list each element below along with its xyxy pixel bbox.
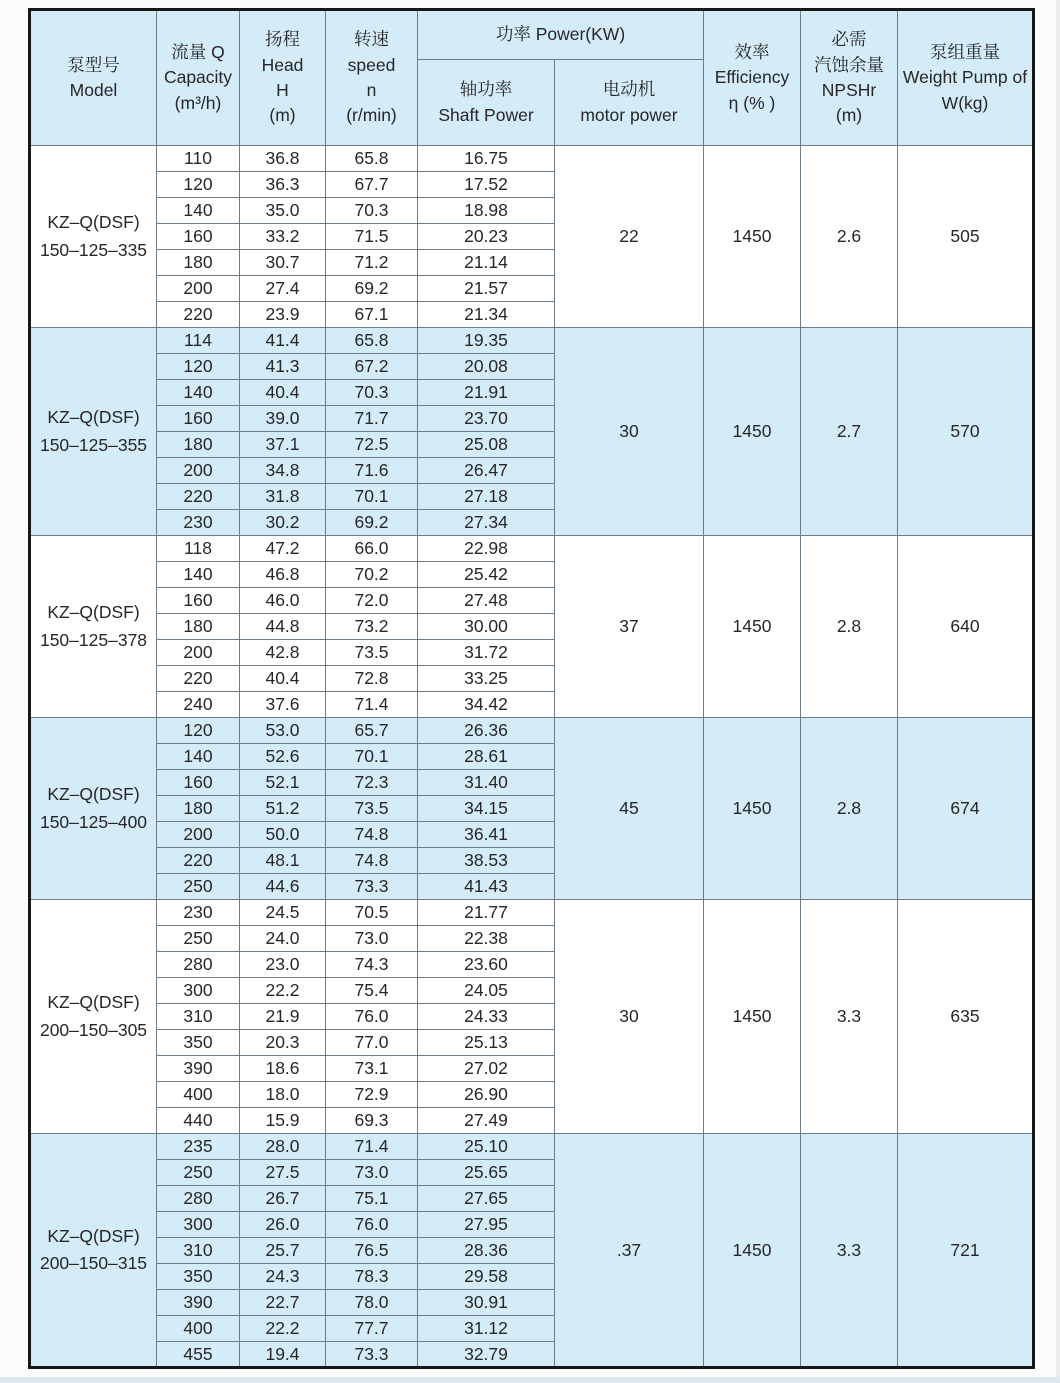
header-line: 150–125–355: [39, 434, 148, 455]
efficiency-cell: 1450: [704, 328, 801, 536]
speed-cell: 69.3: [326, 1108, 418, 1134]
shaft-power-cell: 27.34: [418, 510, 555, 536]
head-cell: 25.7: [240, 1238, 326, 1264]
shaft-power-cell: 21.57: [418, 276, 555, 302]
head-cell: 46.0: [240, 588, 326, 614]
header-line: KZ–Q(DSF): [47, 212, 140, 233]
head-cell: 47.2: [240, 536, 326, 562]
speed-cell: 71.6: [326, 458, 418, 484]
head-cell: 24.5: [240, 900, 326, 926]
header-line: n: [366, 80, 377, 100]
head-cell: 21.9: [240, 1004, 326, 1030]
speed-cell: 71.5: [326, 224, 418, 250]
header-line: Head: [261, 54, 304, 75]
shaft-power-cell: 23.70: [418, 406, 555, 432]
head-cell: 30.2: [240, 510, 326, 536]
head-cell: 20.3: [240, 1030, 326, 1056]
column-header-efficiency: [704, 10, 801, 146]
weight-cell: 570: [898, 328, 1034, 536]
speed-cell: 65.8: [326, 328, 418, 354]
speed-cell: 69.2: [326, 276, 418, 302]
speed-cell: 73.0: [326, 926, 418, 952]
shaft-power-cell: 31.40: [418, 770, 555, 796]
shaft-power-cell: 27.49: [418, 1108, 555, 1134]
weight-cell: 721: [898, 1134, 1034, 1368]
npshr-cell: 2.8: [801, 718, 898, 900]
head-cell: 33.2: [240, 224, 326, 250]
pump-spec-table-wrap: [28, 8, 1035, 1369]
capacity-cell: 350: [157, 1264, 240, 1290]
weight-cell: 640: [898, 536, 1034, 718]
head-cell: 36.8: [240, 146, 326, 172]
speed-cell: 65.8: [326, 146, 418, 172]
speed-cell: 73.2: [326, 614, 418, 640]
shaft-power-cell: 22.38: [418, 926, 555, 952]
speed-cell: 71.7: [326, 406, 418, 432]
shaft-power-cell: 25.65: [418, 1160, 555, 1186]
speed-cell: 72.8: [326, 666, 418, 692]
capacity-cell: 180: [157, 614, 240, 640]
head-cell: 41.4: [240, 328, 326, 354]
head-cell: 18.0: [240, 1082, 326, 1108]
model-cell: [30, 328, 157, 536]
header-line: 汽蚀余量: [814, 54, 884, 75]
shaft-power-cell: 25.10: [418, 1134, 555, 1160]
shaft-power-cell: 34.15: [418, 796, 555, 822]
speed-cell: 76.5: [326, 1238, 418, 1264]
shaft-power-cell: 27.48: [418, 588, 555, 614]
speed-cell: 72.0: [326, 588, 418, 614]
speed-cell: 72.5: [326, 432, 418, 458]
speed-cell: 78.3: [326, 1264, 418, 1290]
speed-cell: 69.2: [326, 510, 418, 536]
header-line: Shaft Power: [438, 104, 534, 125]
shaft-power-cell: 20.23: [418, 224, 555, 250]
head-cell: 27.5: [240, 1160, 326, 1186]
header-line: KZ–Q(DSF): [47, 602, 140, 623]
efficiency-cell: 1450: [704, 718, 801, 900]
capacity-cell: 140: [157, 562, 240, 588]
header-line: Model: [69, 80, 118, 100]
capacity-cell: 200: [157, 640, 240, 666]
header-line: Efficiency: [714, 67, 790, 88]
speed-cell: 76.0: [326, 1212, 418, 1238]
capacity-cell: 250: [157, 874, 240, 900]
shaft-power-cell: 27.95: [418, 1212, 555, 1238]
capacity-cell: 455: [157, 1342, 240, 1368]
speed-cell: 72.9: [326, 1082, 418, 1108]
capacity-cell: 280: [157, 952, 240, 978]
capacity-cell: 230: [157, 510, 240, 536]
capacity-cell: 250: [157, 1160, 240, 1186]
capacity-cell: 160: [157, 770, 240, 796]
motor-power-cell: 30: [555, 328, 704, 536]
npshr-cell: 3.3: [801, 1134, 898, 1368]
efficiency-cell: 1450: [704, 146, 801, 328]
speed-cell: 71.4: [326, 1134, 418, 1160]
speed-cell: 75.4: [326, 978, 418, 1004]
head-cell: 15.9: [240, 1108, 326, 1134]
header-line: 流量 Q: [171, 41, 225, 62]
speed-cell: 67.1: [326, 302, 418, 328]
header-line: 泵型号: [67, 54, 120, 75]
capacity-cell: 120: [157, 718, 240, 744]
table-row: [30, 328, 1034, 354]
header-line: 效率: [734, 41, 770, 62]
head-cell: 22.7: [240, 1290, 326, 1316]
npshr-cell: 3.3: [801, 900, 898, 1134]
speed-cell: 73.0: [326, 1160, 418, 1186]
head-cell: 52.6: [240, 744, 326, 770]
header-line: 转速: [354, 29, 389, 50]
header-line: KZ–Q(DSF): [47, 407, 140, 428]
shaft-power-cell: 26.36: [418, 718, 555, 744]
speed-cell: 74.8: [326, 848, 418, 874]
capacity-cell: 120: [157, 354, 240, 380]
header-line: NPSHr: [821, 80, 877, 100]
capacity-cell: 250: [157, 926, 240, 952]
shaft-power-cell: 30.00: [418, 614, 555, 640]
capacity-cell: 400: [157, 1316, 240, 1342]
speed-cell: 71.2: [326, 250, 418, 276]
header-line: (m³/h): [174, 92, 222, 113]
column-header-model: [30, 10, 157, 146]
head-cell: 35.0: [240, 198, 326, 224]
header-line: 扬程: [265, 29, 300, 50]
model-cell: [30, 900, 157, 1134]
speed-cell: 78.0: [326, 1290, 418, 1316]
header-line: 必需: [831, 29, 867, 50]
model-cell: [30, 1134, 157, 1368]
speed-cell: 73.3: [326, 874, 418, 900]
speed-cell: 72.3: [326, 770, 418, 796]
capacity-cell: 180: [157, 796, 240, 822]
header-line: 轴功率: [459, 79, 513, 100]
shaft-power-cell: 30.91: [418, 1290, 555, 1316]
shaft-power-cell: 38.53: [418, 848, 555, 874]
head-cell: 37.6: [240, 692, 326, 718]
speed-cell: 76.0: [326, 1004, 418, 1030]
head-cell: 26.7: [240, 1186, 326, 1212]
header-line: motor power: [580, 104, 678, 125]
shaft-power-cell: 18.98: [418, 198, 555, 224]
speed-cell: 73.5: [326, 796, 418, 822]
shaft-power-cell: 24.33: [418, 1004, 555, 1030]
motor-power-cell: 45: [555, 718, 704, 900]
shaft-power-cell: 27.18: [418, 484, 555, 510]
shaft-power-cell: 34.42: [418, 692, 555, 718]
header-line: KZ–Q(DSF): [47, 1225, 140, 1246]
head-cell: 28.0: [240, 1134, 326, 1160]
capacity-cell: 120: [157, 172, 240, 198]
shaft-power-cell: 21.14: [418, 250, 555, 276]
shaft-power-cell: 32.79: [418, 1342, 555, 1368]
header-line: speed: [347, 54, 396, 75]
table-row: [30, 718, 1034, 744]
column-header-shaft-power: [418, 60, 555, 146]
shaft-power-cell: 21.34: [418, 302, 555, 328]
pump-spec-table: [28, 8, 1035, 1369]
speed-cell: 71.4: [326, 692, 418, 718]
motor-power-cell: 30: [555, 900, 704, 1134]
header-line: 200–150–315: [39, 1253, 148, 1273]
speed-cell: 67.2: [326, 354, 418, 380]
motor-power-cell: 22: [555, 146, 704, 328]
shaft-power-cell: 16.75: [418, 146, 555, 172]
speed-cell: 70.1: [326, 744, 418, 770]
capacity-cell: 280: [157, 1186, 240, 1212]
column-header-weight: [898, 10, 1034, 146]
shaft-power-cell: 31.72: [418, 640, 555, 666]
table-header: [30, 10, 1034, 146]
capacity-cell: 140: [157, 744, 240, 770]
header-line: (m): [269, 105, 296, 126]
speed-cell: 65.7: [326, 718, 418, 744]
capacity-cell: 114: [157, 328, 240, 354]
head-cell: 52.1: [240, 770, 326, 796]
head-cell: 34.8: [240, 458, 326, 484]
capacity-cell: 220: [157, 666, 240, 692]
capacity-cell: 390: [157, 1056, 240, 1082]
motor-power-cell: .37: [555, 1134, 704, 1368]
shaft-power-cell: 28.61: [418, 744, 555, 770]
shaft-power-cell: 26.47: [418, 458, 555, 484]
capacity-cell: 220: [157, 848, 240, 874]
shaft-power-cell: 27.65: [418, 1186, 555, 1212]
head-cell: 27.4: [240, 276, 326, 302]
speed-cell: 70.3: [326, 198, 418, 224]
shaft-power-cell: 17.52: [418, 172, 555, 198]
head-cell: 39.0: [240, 406, 326, 432]
shaft-power-cell: 25.42: [418, 562, 555, 588]
header-line: 150–125–378: [39, 629, 148, 650]
head-cell: 30.7: [240, 250, 326, 276]
head-cell: 36.3: [240, 172, 326, 198]
page-right-edge-strip: [1056, 0, 1060, 1383]
capacity-cell: 300: [157, 1212, 240, 1238]
capacity-cell: 235: [157, 1134, 240, 1160]
capacity-cell: 200: [157, 822, 240, 848]
speed-cell: 73.1: [326, 1056, 418, 1082]
header-line: (r/min): [346, 105, 397, 126]
table-row: [30, 146, 1034, 172]
capacity-cell: 240: [157, 692, 240, 718]
capacity-cell: 400: [157, 1082, 240, 1108]
shaft-power-cell: 21.77: [418, 900, 555, 926]
shaft-power-cell: 22.98: [418, 536, 555, 562]
speed-cell: 70.5: [326, 900, 418, 926]
shaft-power-cell: 31.12: [418, 1316, 555, 1342]
page-bottom-edge-strip: [0, 1377, 1060, 1383]
header-line: W(kg): [941, 92, 989, 113]
head-cell: 44.8: [240, 614, 326, 640]
capacity-cell: 310: [157, 1004, 240, 1030]
header-line: Weight Pump of: [902, 67, 1028, 88]
capacity-cell: 110: [157, 146, 240, 172]
weight-cell: 505: [898, 146, 1034, 328]
header-line: (m): [835, 105, 863, 126]
weight-cell: 635: [898, 900, 1034, 1134]
header-line: Capacity: [163, 67, 233, 88]
capacity-cell: 390: [157, 1290, 240, 1316]
npshr-cell: 2.6: [801, 146, 898, 328]
capacity-cell: 440: [157, 1108, 240, 1134]
model-cell: [30, 718, 157, 900]
head-cell: 37.1: [240, 432, 326, 458]
shaft-power-cell: 41.43: [418, 874, 555, 900]
capacity-cell: 220: [157, 302, 240, 328]
header-line: KZ–Q(DSF): [47, 784, 140, 805]
capacity-cell: 350: [157, 1030, 240, 1056]
speed-cell: 73.3: [326, 1342, 418, 1368]
speed-cell: 73.5: [326, 640, 418, 666]
head-cell: 24.0: [240, 926, 326, 952]
head-cell: 31.8: [240, 484, 326, 510]
capacity-cell: 200: [157, 458, 240, 484]
shaft-power-cell: 26.90: [418, 1082, 555, 1108]
table-row: [30, 900, 1034, 926]
column-header-power-group: 功率 Power(KW): [418, 10, 704, 60]
capacity-cell: 300: [157, 978, 240, 1004]
header-line: 电动机: [602, 79, 656, 100]
capacity-cell: 200: [157, 276, 240, 302]
model-cell: [30, 536, 157, 718]
capacity-cell: 160: [157, 588, 240, 614]
table-row: [30, 536, 1034, 562]
shaft-power-cell: 25.08: [418, 432, 555, 458]
head-cell: 18.6: [240, 1056, 326, 1082]
head-cell: 23.9: [240, 302, 326, 328]
header-line: 200–150–305: [39, 1019, 148, 1040]
shaft-power-cell: 28.36: [418, 1238, 555, 1264]
capacity-cell: 118: [157, 536, 240, 562]
head-cell: 26.0: [240, 1212, 326, 1238]
motor-power-cell: 37: [555, 536, 704, 718]
header-line: 泵组重量: [930, 41, 1000, 62]
column-header-motor-power: [555, 60, 704, 146]
shaft-power-cell: 21.91: [418, 380, 555, 406]
speed-cell: 70.1: [326, 484, 418, 510]
head-cell: 51.2: [240, 796, 326, 822]
efficiency-cell: 1450: [704, 900, 801, 1134]
column-header-head: [240, 10, 326, 146]
header-line: η (% ): [728, 92, 776, 113]
speed-cell: 77.0: [326, 1030, 418, 1056]
shaft-power-cell: 19.35: [418, 328, 555, 354]
header-line: KZ–Q(DSF): [47, 992, 140, 1013]
speed-cell: 66.0: [326, 536, 418, 562]
column-header-npshr: [801, 10, 898, 146]
model-cell: [30, 146, 157, 328]
shaft-power-cell: 23.60: [418, 952, 555, 978]
npshr-cell: 2.7: [801, 328, 898, 536]
head-cell: 23.0: [240, 952, 326, 978]
speed-cell: 74.3: [326, 952, 418, 978]
npshr-cell: 2.8: [801, 536, 898, 718]
shaft-power-cell: 25.13: [418, 1030, 555, 1056]
capacity-cell: 220: [157, 484, 240, 510]
column-header-speed: [326, 10, 418, 146]
header-line: H: [276, 80, 289, 100]
capacity-cell: 180: [157, 250, 240, 276]
head-cell: 53.0: [240, 718, 326, 744]
efficiency-cell: 1450: [704, 1134, 801, 1368]
shaft-power-cell: 20.08: [418, 354, 555, 380]
head-cell: 46.8: [240, 562, 326, 588]
speed-cell: 75.1: [326, 1186, 418, 1212]
head-cell: 41.3: [240, 354, 326, 380]
head-cell: 22.2: [240, 978, 326, 1004]
head-cell: 19.4: [240, 1342, 326, 1368]
capacity-cell: 140: [157, 380, 240, 406]
shaft-power-cell: 27.02: [418, 1056, 555, 1082]
capacity-cell: 160: [157, 406, 240, 432]
header-line: 150–125–400: [39, 811, 148, 832]
head-cell: 50.0: [240, 822, 326, 848]
speed-cell: 67.7: [326, 172, 418, 198]
shaft-power-cell: 29.58: [418, 1264, 555, 1290]
capacity-cell: 230: [157, 900, 240, 926]
speed-cell: 70.2: [326, 562, 418, 588]
head-cell: 48.1: [240, 848, 326, 874]
shaft-power-cell: 33.25: [418, 666, 555, 692]
capacity-cell: 310: [157, 1238, 240, 1264]
capacity-cell: 140: [157, 198, 240, 224]
shaft-power-cell: 36.41: [418, 822, 555, 848]
head-cell: 40.4: [240, 666, 326, 692]
capacity-cell: 180: [157, 432, 240, 458]
head-cell: 24.3: [240, 1264, 326, 1290]
header-line: 150–125–335: [39, 239, 148, 260]
efficiency-cell: 1450: [704, 536, 801, 718]
weight-cell: 674: [898, 718, 1034, 900]
speed-cell: 74.8: [326, 822, 418, 848]
head-cell: 22.2: [240, 1316, 326, 1342]
speed-cell: 70.3: [326, 380, 418, 406]
shaft-power-cell: 24.05: [418, 978, 555, 1004]
head-cell: 44.6: [240, 874, 326, 900]
head-cell: 40.4: [240, 380, 326, 406]
table-body: [30, 146, 1034, 1368]
head-cell: 42.8: [240, 640, 326, 666]
column-header-capacity: [157, 10, 240, 146]
table-row: [30, 1134, 1034, 1160]
speed-cell: 77.7: [326, 1316, 418, 1342]
capacity-cell: 160: [157, 224, 240, 250]
